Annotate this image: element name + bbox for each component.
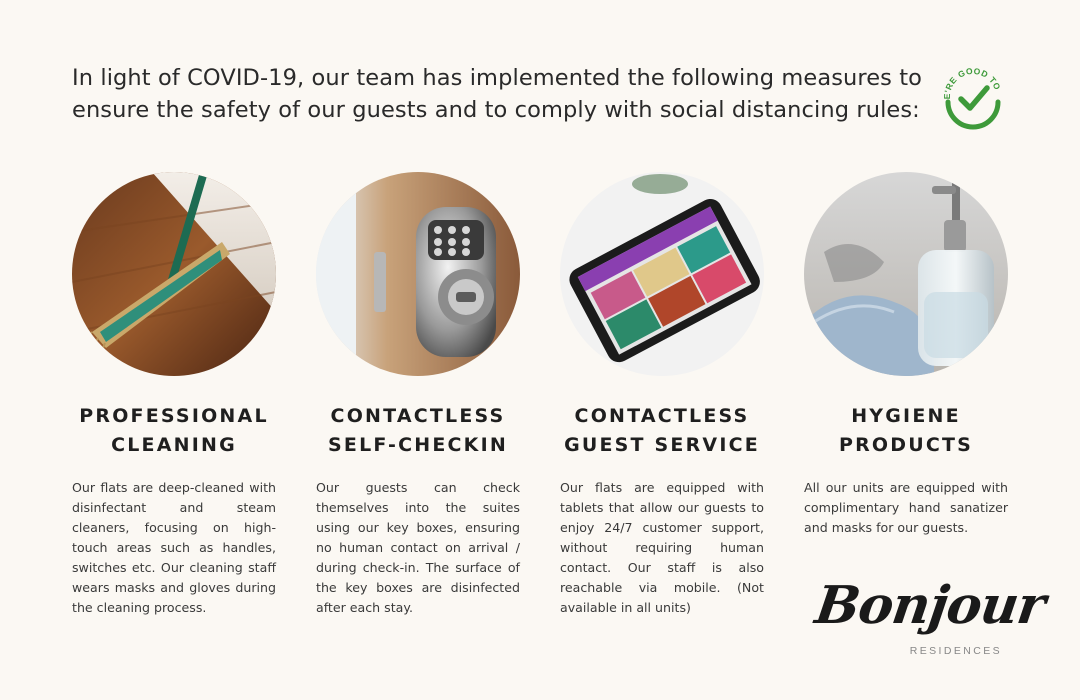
feature-description: Our guests can check themselves into the suites using our key boxes, ensuring no human contact on arrival / during check-in. The surface of the key boxes are disinfected after each stay. (316, 480, 520, 615)
heading-line-2: CLEANING (111, 434, 237, 456)
heading-line-1: CONTACTLESS (330, 405, 506, 427)
intro-text (72, 62, 932, 126)
good-to-go-badge (940, 64, 1006, 130)
feature-heading (316, 402, 520, 460)
logo-subtitle: RESIDENCES (909, 645, 1002, 657)
heading-line-1: HYGIENE (851, 405, 961, 427)
keypad-lock-photo (316, 172, 520, 376)
svg-text:WE'RE GOOD TO GO (940, 64, 1004, 99)
feature-heading (804, 402, 1008, 460)
heading-line-1: CONTACTLESS (574, 405, 750, 427)
feature-description: All our units are equipped with complimentary hand sanatizer and masks for our guests. (804, 480, 1008, 535)
feature-heading (72, 402, 276, 460)
bonjour-residences-logo (811, 575, 1049, 665)
intro-line-2: ensure the safety of our guests and to comply with social distancing rules: (72, 97, 920, 123)
feature-hygiene (804, 172, 1008, 538)
feature-guest-service (560, 172, 764, 618)
heading-line-2: PRODUCTS (838, 434, 974, 456)
mop-photo (72, 172, 276, 376)
feature-self-checkin (316, 172, 520, 618)
feature-heading (560, 402, 764, 460)
tablet-photo (560, 172, 764, 376)
heading-line-2: GUEST SERVICE (564, 434, 760, 456)
logo-name: Bonjour (811, 575, 1049, 636)
heading-line-2: SELF-CHECKIN (328, 434, 508, 456)
checkmark-icon (940, 64, 1006, 130)
intro-line-1: In light of COVID-19, our team has implemented the following measures to (72, 65, 923, 91)
feature-description: Our flats are equipped with tablets that allow our guests to enjoy 24/7 customer support, without requiring human contact. Our staff is also reachable via mobile. (Not available in all units) (560, 480, 764, 615)
heading-line-1: PROFESSIONAL (79, 405, 269, 427)
feature-cleaning (72, 172, 276, 618)
sanitizer-photo (804, 172, 1008, 376)
badge-text: E'RE GOOD TO (941, 65, 1003, 100)
feature-description: Our flats are deep-cleaned with disinfectant and steam cleaners, focusing on high-touch areas such as handles, switches etc. Our cleaning staff wears masks and gloves during the cleaning process. (72, 480, 276, 615)
